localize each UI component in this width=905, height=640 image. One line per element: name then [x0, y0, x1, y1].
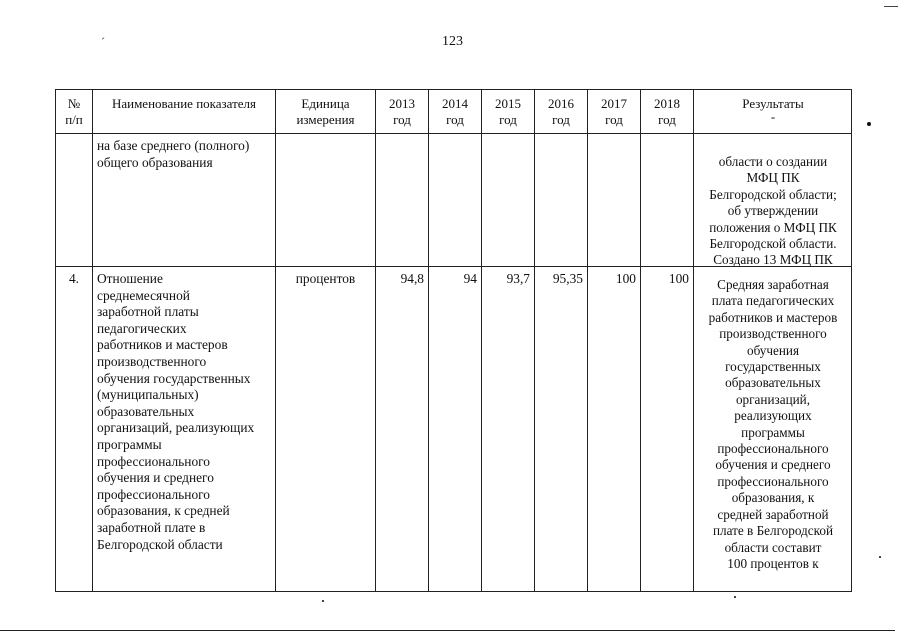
- scan-speck: [884, 6, 898, 7]
- row-1-value-2013: [375, 133, 428, 266]
- page-number: 123: [442, 34, 463, 49]
- scan-speck: [879, 556, 881, 558]
- header-cell-2016: [534, 89, 587, 133]
- header-results-label: Результаты: [742, 96, 804, 111]
- row-1-unit: [275, 133, 375, 266]
- scan-speck: [734, 596, 736, 598]
- row-2-value-2017: 100: [587, 266, 640, 592]
- header-2018-label: 2018 год: [654, 96, 680, 127]
- header-results-dash: -: [770, 109, 776, 124]
- indicator-table: [55, 89, 852, 592]
- header-2016-label: 2016 год: [548, 96, 574, 127]
- header-name-label: Наименование показателя: [111, 96, 257, 111]
- page-bottom-rule: [0, 630, 895, 631]
- header-cell-2017: [587, 89, 640, 133]
- header-2014-label: 2014 год: [442, 96, 468, 127]
- row-2-value-2013: 94,8: [375, 266, 428, 592]
- header-unit-label: Единица измерения: [296, 96, 355, 127]
- row-1-value-2016: [534, 133, 587, 266]
- header-cell-2015: [481, 89, 534, 133]
- row-2-number: 4.: [55, 266, 92, 592]
- row-2-unit: процентов: [275, 266, 375, 592]
- row-1-number: [55, 133, 92, 266]
- row-1-value-2018: [640, 133, 693, 266]
- scan-dot: [867, 122, 871, 126]
- scan-mark: ´: [101, 35, 105, 49]
- header-cell-results: [693, 89, 852, 133]
- header-number-label: № п/п: [65, 96, 83, 127]
- scan-speck: [322, 600, 324, 602]
- header-cell-2013: [375, 89, 428, 133]
- row-2-value-2015: 93,7: [481, 266, 534, 592]
- row-2-value-2014: 94: [428, 266, 481, 592]
- row-1-results: области о создании МФЦ ПК Белгородской области; об утверждении положения о МФЦ ПК Белгородской области. Создано 13 МФЦ ПК: [693, 133, 852, 266]
- header-2013-label: 2013 год: [389, 96, 415, 127]
- row-1-value-2015: [481, 133, 534, 266]
- header-cell-2014: [428, 89, 481, 133]
- header-cell-name: [92, 89, 275, 133]
- row-2-value-2018: 100: [640, 266, 693, 592]
- header-2017-label: 2017 год: [601, 96, 627, 127]
- header-2015-label: 2015 год: [495, 96, 521, 127]
- row-2-value-2016: 95,35: [534, 266, 587, 592]
- header-cell-unit: [275, 89, 375, 133]
- row-2-name: Отношение среднемесячной заработной платы педагогических работников и мастеров производственного обучения государственных (муниципальных) образовательных организаций, реализующих программы профессионального обучения и среднего профессионального образования, к средней заработной плате в Белгородской области: [92, 266, 275, 592]
- header-cell-number: [55, 89, 92, 133]
- row-1-value-2017: [587, 133, 640, 266]
- row-1-name: на базе среднего (полного) общего образования: [92, 133, 275, 266]
- header-cell-2018: [640, 89, 693, 133]
- row-2-results: Средняя заработная плата педагогических работников и мастеров производственного обучения государственных образовательных организаций, реализующих программы профессионального обучения и среднего профессионального образования, к средней заработной плате в Белгородской области составит 100 процентов к: [693, 266, 852, 592]
- row-1-value-2014: [428, 133, 481, 266]
